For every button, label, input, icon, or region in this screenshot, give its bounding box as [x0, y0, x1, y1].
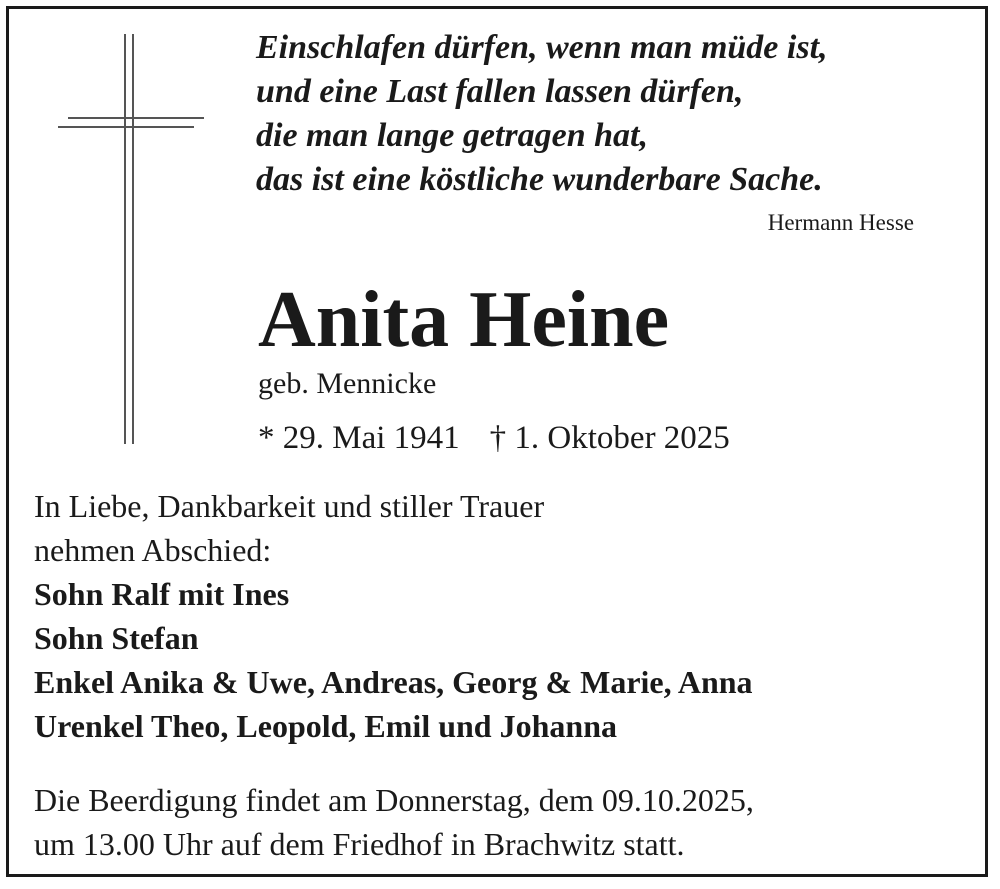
- intro-line: nehmen Abschied:: [34, 532, 272, 568]
- death-date: † 1. Oktober 2025: [489, 420, 730, 456]
- quote-line: und eine Last fallen lassen dürfen,: [256, 73, 744, 110]
- family-line: Sohn Stefan: [34, 620, 199, 656]
- life-dates: [258, 416, 730, 460]
- deceased-name: Anita Heine: [258, 276, 670, 364]
- family-line: Sohn Ralf mit Ines: [34, 576, 290, 612]
- quote-line: die man lange getragen hat,: [256, 117, 648, 154]
- cross-icon: [56, 34, 206, 454]
- mourners-section: [34, 484, 753, 748]
- quote-line: Einschlafen dürfen, wenn man müde ist,: [256, 29, 828, 66]
- birth-name: geb. Mennicke: [258, 367, 437, 400]
- quote-author: Hermann Hesse: [767, 210, 914, 235]
- birth-date: * 29. Mai 1941: [258, 420, 460, 456]
- quote: [256, 26, 936, 202]
- quote-line: das ist eine köstliche wunderbare Sache.: [256, 161, 823, 198]
- intro-line: In Liebe, Dankbarkeit und stiller Trauer: [34, 488, 545, 524]
- funeral-line: um 13.00 Uhr auf dem Friedhof in Brachwitz statt.: [34, 826, 685, 862]
- family-line: Enkel Anika & Uwe, Andreas, Georg & Marie, Anna: [34, 664, 753, 700]
- family-line: Urenkel Theo, Leopold, Emil und Johanna: [34, 708, 617, 744]
- funeral-info: [34, 778, 754, 866]
- funeral-line: Die Beerdigung findet am Donnerstag, dem 09.10.2025,: [34, 782, 754, 818]
